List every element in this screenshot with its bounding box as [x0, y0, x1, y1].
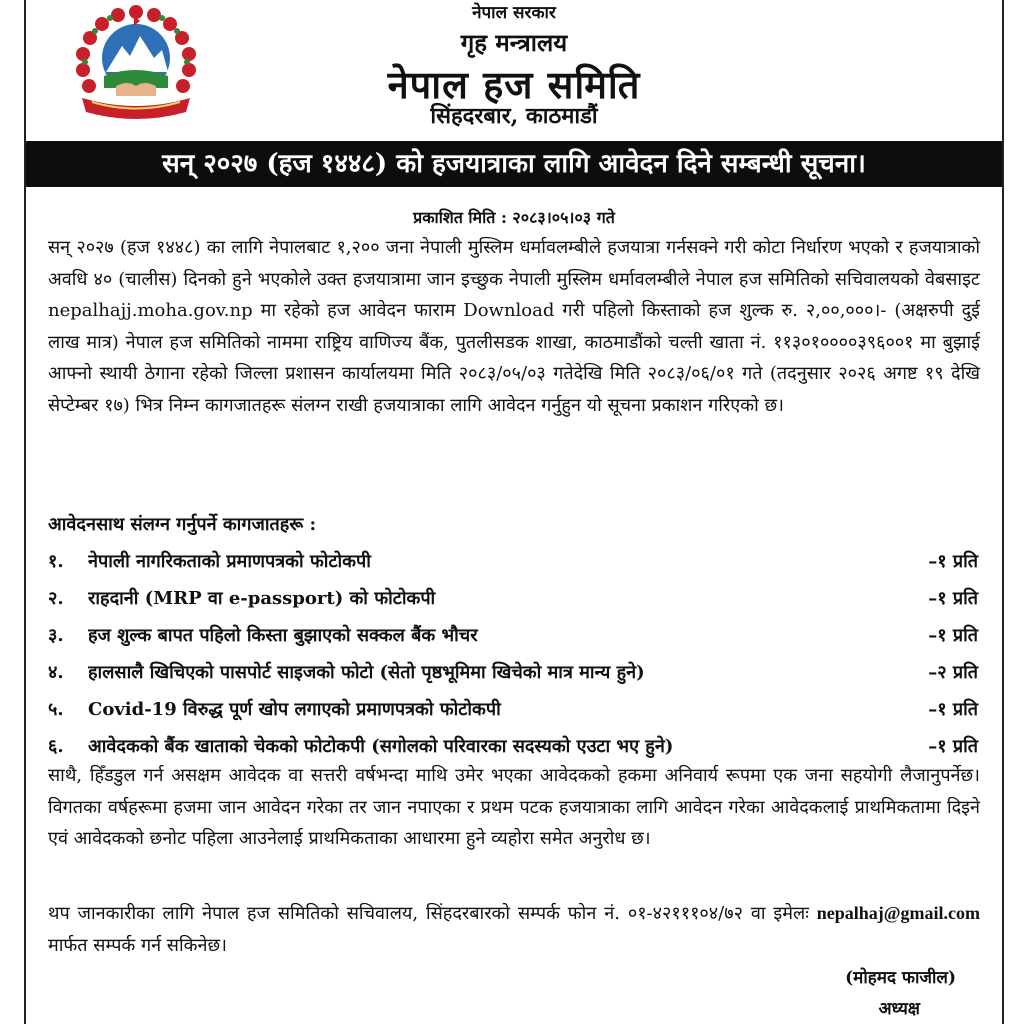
document-quantity: –२ प्रति	[928, 661, 978, 683]
document-item	[48, 579, 978, 616]
documents-list	[48, 542, 978, 764]
document-quantity: –१ प्रति	[928, 624, 978, 646]
notice-paragraph-contact	[48, 898, 980, 961]
document-quantity: –१ प्रति	[928, 550, 978, 572]
document-item	[48, 542, 978, 579]
document-text: Covid-19 विरुद्ध पूर्ण खोप लगाएको प्रमाणपत्रको फोटोकपी	[88, 698, 501, 720]
government-name: नेपाल सरकार	[472, 3, 556, 23]
document-item	[48, 727, 978, 764]
document-item	[48, 616, 978, 653]
document-number: २.	[48, 587, 64, 609]
documents-heading: आवेदनसाथ संलग्न गर्नुपर्ने कागजातहरू :	[48, 514, 317, 535]
document-number: १.	[48, 550, 64, 572]
ministry-name: गृह मन्त्रालय	[460, 28, 568, 57]
document-number: ५.	[48, 698, 64, 720]
signatory-name: (मोहमद फाजील)	[845, 968, 956, 988]
contact-text-end: मार्फत सम्पर्क गर्न सकिनेछ।	[48, 934, 227, 956]
document-text: हज शुल्क बापत पहिलो किस्ता बुझाएको सक्कल बैंक भौचर	[88, 624, 478, 646]
document-quantity: –१ प्रति	[928, 735, 978, 757]
notice-paragraph-main: सन् २०२७ (हज १४४८) का लागि नेपालबाट १,२०० जना नेपाली मुस्लिम धर्मावलम्बीले हजयात्रा गर्नसक्ने गरी कोटा निर्धारण भएको र हजयात्राको अवधि ४० (चालीस) दिनको हुने भएकोले उक्त हजयात्रामा जान इच्छुक नेपाली मुस्लिम धर्मावलम्बीले नेपाल हज समितिको सचिवालयको वेबसाइट nepalhajj.moha.gov.np मा रहेको हज आवेदन फाराम Download गरी पहिलो किस्ताको हज शुल्क रु. २,००,०००।- (अक्षरुपी दुई लाख मात्र) नेपाल हज समितिको नाममा राष्ट्रिय वाणिज्य बैंक, पुतलीसडक शाखा, काठमाडौंको चल्ती खाता नं. ११३०१००००३९६००१ मा बुझाई आफ्नो स्थायी ठेगाना रहेको जिल्ला प्रशासन कार्यालयमा मिति २०८३/०५/०३ गतेदेखि मिति २०८३/०६/०१ गते (तदनुसार २०२६ अगष्ट १९ देखि सेप्टेम्बर १७) भित्र निम्न कागजातहरू संलग्न राखी हजयात्राका लागि आवेदन गर्नुहुन यो सूचना प्रकाशन गरिएको छ।	[48, 237, 980, 416]
notice-paragraph-priority: साथै, हिँडडुल गर्न असक्षम आवेदक वा सत्तरी वर्षभन्दा माथि उमेर भएका आवेदकको हकमा अनिवार्य रूपमा एक जना सहयोगी लैजानुपर्नेछ। विगतका वर्षहरूमा हजमा जान आवेदन गरेका तर जान नपाएका र प्रथम पटक हजयात्राका लागि आवेदन गरेका आवेदकलाई प्राथमिकतामा दिइने एवं आवेदकको छनोट पहिला आउनेलाई प्राथमिकताका आधारमा हुने व्यहोरा समेत अनुरोध छ।	[48, 765, 980, 849]
signatory-title: अध्यक्ष	[878, 999, 920, 1019]
document-quantity: –१ प्रति	[928, 587, 978, 609]
notice-page	[24, 0, 1004, 1024]
document-number: ४.	[48, 661, 64, 683]
document-number: ३.	[48, 624, 64, 646]
document-quantity: –१ प्रति	[928, 698, 978, 720]
contact-text: थप जानकारीका लागि नेपाल हज समितिको सचिवालय, सिंहदरबारको सम्पर्क फोन नं. ०१-४२१११०४/७२ वा इमेलः	[48, 903, 817, 924]
document-item	[48, 653, 978, 690]
committee-location: सिंहदरबार, काठमाडौं	[430, 103, 598, 129]
document-text: राहदानी (MRP वा e-passport) को फोटोकपी	[88, 587, 436, 609]
document-text: हालसालै खिचिएको पासपोर्ट साइजको फोटो (सेतो पृष्ठभूमिमा खिचेको मात्र मान्य हुने)	[88, 661, 645, 683]
committee-name: नेपाल हज समिति	[387, 62, 641, 107]
document-item	[48, 690, 978, 727]
document-text: नेपाली नागरिकताको प्रमाणपत्रको फोटोकपी	[88, 550, 371, 572]
document-text: आवेदकको बैंक खाताको चेकको फोटोकपी (सगोलको परिवारका सदस्यको एउटा भए हुने)	[88, 735, 674, 757]
notice-title: सन् २०२७ (हज १४४८) को हजयात्राका लागि आवेदन दिने सम्बन्धी सूचना।	[26, 141, 1002, 187]
document-number: ६.	[48, 735, 64, 757]
published-date: प्रकाशित मिति : २०८३।०५।०३ गते	[413, 208, 615, 227]
contact-email: nepalhaj@gmail.com	[816, 903, 980, 923]
